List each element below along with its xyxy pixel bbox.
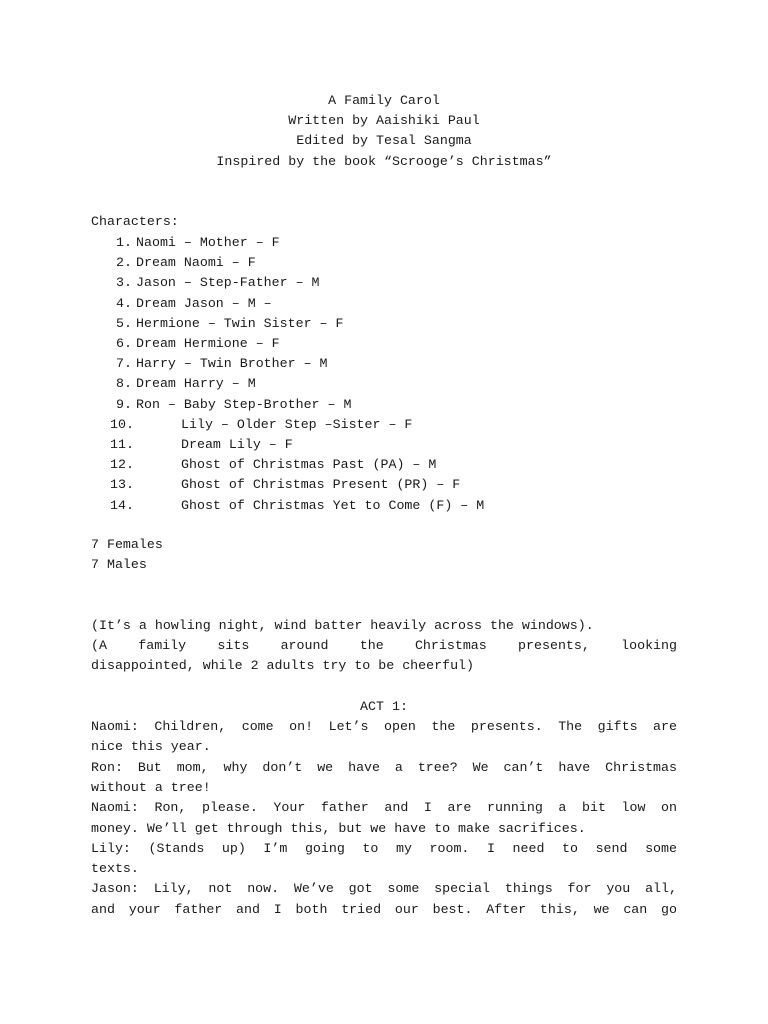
character-entry: Dream Lily – F bbox=[181, 437, 293, 452]
character-entry: Hermione – Twin Sister – F bbox=[136, 316, 344, 331]
inspiration-line: Inspired by the book “Scrooge’s Christmas” bbox=[216, 154, 552, 169]
character-number: 13. bbox=[110, 477, 134, 492]
script-title: A Family Carol bbox=[328, 93, 440, 108]
character-number: 2. bbox=[116, 255, 132, 270]
character-number: 7. bbox=[116, 356, 132, 371]
character-number: 12. bbox=[110, 457, 134, 472]
character-entry: Harry – Twin Brother – M bbox=[136, 356, 328, 371]
dialogue-line: Jason: Lily, not now. We’ve got some special things for you all, bbox=[91, 881, 677, 896]
character-number: 4. bbox=[116, 296, 132, 311]
female-count: 7 Females bbox=[91, 537, 163, 552]
dialogue-line: Ron: But mom, why don’t we have a tree? We can’t have Christmas bbox=[91, 760, 677, 775]
male-count: 7 Males bbox=[91, 557, 147, 572]
editor-line: Edited by Tesal Sangma bbox=[296, 133, 472, 148]
stage-direction: (It’s a howling night, wind batter heavily across the windows). bbox=[91, 618, 594, 633]
dialogue-line: without a tree! bbox=[91, 780, 211, 795]
character-entry: Dream Harry – M bbox=[136, 376, 256, 391]
author-line: Written by Aaishiki Paul bbox=[288, 113, 480, 128]
character-number: 9. bbox=[116, 397, 132, 412]
dialogue-line: Naomi: Children, come on! Let’s open the presents. The gifts are bbox=[91, 719, 677, 734]
character-entry: Ghost of Christmas Yet to Come (F) – M bbox=[181, 498, 485, 513]
dialogue-line: texts. bbox=[91, 861, 139, 876]
character-number: 10. bbox=[110, 417, 134, 432]
act-heading: ACT 1: bbox=[360, 699, 408, 714]
character-number: 11. bbox=[110, 437, 134, 452]
character-entry: Dream Naomi – F bbox=[136, 255, 256, 270]
character-entry: Dream Hermione – F bbox=[136, 336, 280, 351]
character-entry: Ghost of Christmas Past (PA) – M bbox=[181, 457, 437, 472]
character-number: 14. bbox=[110, 498, 134, 513]
character-entry: Naomi – Mother – F bbox=[136, 235, 280, 250]
dialogue-line: Lily: (Stands up) I’m going to my room. I need to send some bbox=[91, 841, 677, 856]
character-number: 1. bbox=[116, 235, 132, 250]
dialogue-line: nice this year. bbox=[91, 739, 211, 754]
dialogue-line: money. We’ll get through this, but we have to make sacrifices. bbox=[91, 821, 586, 836]
character-entry: Ron – Baby Step-Brother – M bbox=[136, 397, 352, 412]
characters-heading: Characters: bbox=[91, 214, 179, 229]
stage-direction: (A family sits around the Christmas presents, looking bbox=[91, 638, 677, 653]
character-entry: Dream Jason – M – bbox=[136, 296, 272, 311]
character-entry: Lily – Older Step –Sister – F bbox=[181, 417, 413, 432]
dialogue-line: and your father and I both tried our best. After this, we can go bbox=[91, 902, 677, 917]
character-number: 6. bbox=[116, 336, 132, 351]
character-number: 8. bbox=[116, 376, 132, 391]
character-entry: Ghost of Christmas Present (PR) – F bbox=[181, 477, 461, 492]
stage-direction: disappointed, while 2 adults try to be cheerful) bbox=[91, 658, 475, 673]
character-entry: Jason – Step-Father – M bbox=[136, 275, 320, 290]
character-number: 3. bbox=[116, 275, 132, 290]
character-number: 5. bbox=[116, 316, 132, 331]
dialogue-line: Naomi: Ron, please. Your father and I are running a bit low on bbox=[91, 800, 677, 815]
